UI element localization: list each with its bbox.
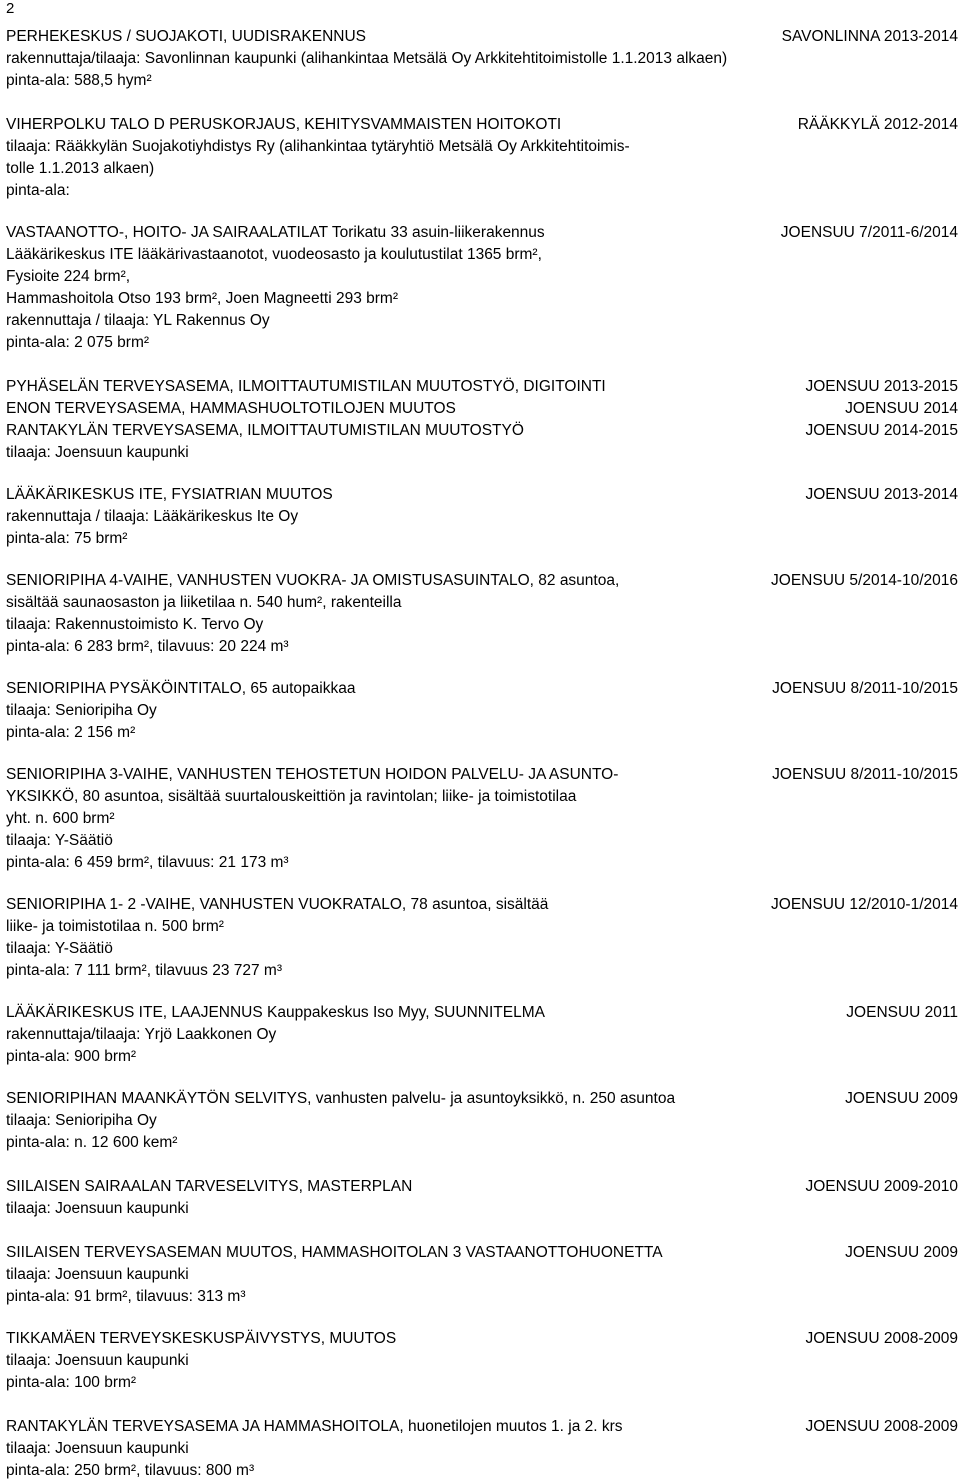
- project-location: JOENSUU 2009-2010: [805, 1178, 958, 1195]
- project-detail-line: [6, 830, 958, 852]
- project-detail-line-text: tilaaja: Y-Säätiö: [6, 832, 113, 849]
- project-detail-line-text: pinta-ala: 588,5 hym²: [6, 72, 152, 89]
- project-detail-line: [6, 1024, 958, 1046]
- project-detail-line-text: tilaaja: Senioripiha Oy: [6, 1112, 157, 1129]
- project-detail-line: [6, 528, 958, 550]
- project-detail-line: [6, 1460, 958, 1482]
- project-title: [6, 420, 958, 442]
- project-title: [6, 764, 958, 786]
- project-detail-line-text: pinta-ala: 900 brm²: [6, 1048, 137, 1065]
- project-title: [6, 894, 958, 916]
- page-number: 2: [6, 0, 15, 17]
- project-detail-line-text: pinta-ala: 7 111 brm², tilavuus 23 727 m³: [6, 962, 282, 979]
- project-detail-line: [6, 332, 958, 354]
- project-location: JOENSUU 5/2014-10/2016: [771, 572, 958, 589]
- project-title-text: TIKKAMÄEN TERVEYSKESKUSPÄIVYSTYS, MUUTOS: [6, 1330, 397, 1347]
- project-detail-line: [6, 786, 958, 808]
- project-location: JOENSUU 2014-2015: [805, 422, 958, 439]
- project-entry: [6, 1176, 958, 1220]
- project-detail-line-text: pinta-ala: 250 brm², tilavuus: 800 m³: [6, 1462, 255, 1479]
- project-detail-line-text: sisältää saunaosaston ja liiketilaa n. 540 hum², rakenteilla: [6, 594, 402, 611]
- project-detail-line-text: rakennuttaja / tilaaja: Lääkärikeskus Ite Oy: [6, 508, 299, 525]
- project-title-text: LÄÄKÄRIKESKUS ITE, LAAJENNUS Kauppakeskus Iso Myy, SUUNNITELMA: [6, 1004, 545, 1021]
- project-detail-line-text: rakennuttaja / tilaaja: YL Rakennus Oy: [6, 312, 270, 329]
- project-detail-line-text: tilaaja: Joensuun kaupunki: [6, 444, 189, 461]
- project-detail-line-text: YKSIKKÖ, 80 asuntoa, sisältää suurtalouskeittiön ja ravintolan; liike- ja toimistotilaa: [6, 788, 577, 805]
- project-title-text: SENIORIPIHA 1- 2 -VAIHE, VANHUSTEN VUOKRATALO, 78 asuntoa, sisältää: [6, 896, 549, 913]
- project-detail-line-text: pinta-ala: 6 283 brm², tilavuus: 20 224 m³: [6, 638, 289, 655]
- project-title-text: SIILAISEN SAIRAALAN TARVESELVITYS, MASTERPLAN: [6, 1178, 413, 1195]
- project-detail-line: [6, 1110, 958, 1132]
- project-detail-line: [6, 636, 958, 658]
- project-detail-line-text: tilaaja: Joensuun kaupunki: [6, 1440, 189, 1457]
- project-detail-line: [6, 960, 958, 982]
- project-detail-line-text: pinta-ala:: [6, 182, 70, 199]
- project-detail-line: [6, 916, 958, 938]
- project-detail-line: [6, 700, 958, 722]
- project-detail-line: [6, 70, 958, 92]
- project-detail-line-text: tolle 1.1.2013 alkaen): [6, 160, 155, 177]
- project-title-text: ENON TERVEYSASEMA, HAMMASHUOLTOTILOJEN MUUTOS: [6, 400, 456, 417]
- project-detail-line: [6, 310, 958, 332]
- project-entry: [6, 26, 958, 92]
- project-location: JOENSUU 2013-2014: [805, 486, 958, 503]
- project-location: JOENSUU 7/2011-6/2014: [780, 224, 958, 241]
- project-detail-line-text: pinta-ala: 2 156 m²: [6, 724, 136, 741]
- project-title: [6, 484, 958, 506]
- project-detail-line-text: liike- ja toimistotilaa n. 500 brm²: [6, 918, 224, 935]
- project-detail-line-text: pinta-ala: 100 brm²: [6, 1374, 137, 1391]
- project-title-text: PERHEKESKUS / SUOJAKOTI, UUDISRAKENNUS: [6, 28, 367, 45]
- project-detail-line: [6, 180, 958, 202]
- project-location: SAVONLINNA 2013-2014: [781, 28, 958, 45]
- project-detail-line-text: Lääkärikeskus ITE lääkärivastaanotot, vuodeosasto ja koulutustilat 1365 brm²,: [6, 246, 542, 263]
- project-detail-line-text: tilaaja: Joensuun kaupunki: [6, 1200, 189, 1217]
- project-title-text: VASTAANOTTO-, HOITO- JA SAIRAALATILAT Torikatu 33 asuin-liikerakennus: [6, 224, 545, 241]
- project-detail-line-text: Hammashoitola Otso 193 brm², Joen Magneetti 293 brm²: [6, 290, 398, 307]
- project-title-text: SENIORIPIHA 4-VAIHE, VANHUSTEN VUOKRA- JA OMISTUSASUINTALO, 82 asuntoa,: [6, 572, 620, 589]
- project-title: [6, 376, 958, 398]
- project-detail-line: [6, 1438, 958, 1460]
- project-detail-line: [6, 1198, 958, 1220]
- project-title-text: SENIORIPIHAN MAANKÄYTÖN SELVITYS, vanhusten palvelu- ja asuntoyksikkö, n. 250 asuntoa: [6, 1090, 676, 1107]
- project-location: JOENSUU 8/2011-10/2015: [772, 766, 958, 783]
- project-detail-line-text: pinta-ala: n. 12 600 kem²: [6, 1134, 178, 1151]
- project-detail-line: [6, 1286, 958, 1308]
- project-title-text: LÄÄKÄRIKESKUS ITE, FYSIATRIAN MUUTOS: [6, 486, 333, 503]
- project-location: JOENSUU 2009: [845, 1090, 958, 1107]
- project-location: RÄÄKKYLÄ 2012-2014: [797, 116, 958, 133]
- project-detail-line-text: pinta-ala: 75 brm²: [6, 530, 128, 547]
- project-location: JOENSUU 2008-2009: [805, 1330, 958, 1347]
- project-entry: [6, 1416, 958, 1482]
- project-detail-line: [6, 938, 958, 960]
- project-title: [6, 678, 958, 700]
- project-title: [6, 1002, 958, 1024]
- project-entry: [6, 570, 958, 658]
- project-title-text: SENIORIPIHA 3-VAIHE, VANHUSTEN TEHOSTETUN HOIDON PALVELU- JA ASUNTO-: [6, 766, 619, 783]
- project-entry: [6, 894, 958, 982]
- project-detail-line-text: rakennuttaja/tilaaja: Yrjö Laakkonen Oy: [6, 1026, 277, 1043]
- project-detail-line: [6, 266, 958, 288]
- project-detail-line: [6, 442, 958, 464]
- project-entry: [6, 114, 958, 202]
- project-title: [6, 222, 958, 244]
- project-title: [6, 398, 958, 420]
- project-detail-line-text: rakennuttaja/tilaaja: Savonlinnan kaupunki (alihankintaa Metsälä Oy Arkkitehtitoimistolle 1.1.2013 alkaen): [6, 50, 728, 67]
- project-detail-line: [6, 1264, 958, 1286]
- project-detail-line: [6, 722, 958, 744]
- project-detail-line-text: tilaaja: Senioripiha Oy: [6, 702, 157, 719]
- project-detail-line: [6, 1132, 958, 1154]
- project-entry: [6, 1002, 958, 1068]
- project-title-text: PYHÄSELÄN TERVEYSASEMA, ILMOITTAUTUMISTILAN MUUTOSTYÖ, DIGITOINTI: [6, 378, 606, 395]
- project-title-text: RANTAKYLÄN TERVEYSASEMA, ILMOITTAUTUMISTILAN MUUTOSTYÖ: [6, 422, 524, 439]
- project-detail-line-text: Fysioite 224 brm²,: [6, 268, 131, 285]
- project-title: [6, 1242, 958, 1264]
- project-location: JOENSUU 2014: [845, 400, 958, 417]
- project-title: [6, 26, 958, 48]
- project-detail-line: [6, 808, 958, 830]
- project-detail-line-text: tilaaja: Joensuun kaupunki: [6, 1266, 189, 1283]
- project-detail-line-text: tilaaja: Y-Säätiö: [6, 940, 113, 957]
- project-entry: [6, 764, 958, 874]
- project-detail-line-text: yht. n. 600 brm²: [6, 810, 115, 827]
- project-location: JOENSUU 2013-2015: [805, 378, 958, 395]
- project-title: [6, 1088, 958, 1110]
- project-title: [6, 1176, 958, 1198]
- project-location: JOENSUU 2008-2009: [805, 1418, 958, 1435]
- project-detail-line: [6, 244, 958, 266]
- project-entry: [6, 484, 958, 550]
- project-title: [6, 114, 958, 136]
- project-entry: [6, 1088, 958, 1154]
- project-detail-line-text: pinta-ala: 2 075 brm²: [6, 334, 150, 351]
- project-detail-line: [6, 614, 958, 636]
- project-entry: [6, 678, 958, 744]
- project-title: [6, 570, 958, 592]
- project-title: [6, 1328, 958, 1350]
- project-detail-line: [6, 1372, 958, 1394]
- project-title: [6, 1416, 958, 1438]
- project-entry: [6, 376, 958, 464]
- project-location: JOENSUU 12/2010-1/2014: [771, 896, 958, 913]
- project-detail-line: [6, 136, 958, 158]
- project-entry: [6, 1242, 958, 1308]
- project-detail-line: [6, 506, 958, 528]
- project-title-text: SIILAISEN TERVEYSASEMAN MUUTOS, HAMMASHOITOLAN 3 VASTAANOTTOHUONETTA: [6, 1244, 663, 1261]
- project-detail-line: [6, 48, 958, 70]
- project-detail-line: [6, 288, 958, 310]
- project-entry: [6, 1328, 958, 1394]
- project-detail-line-text: tilaaja: Rääkkylän Suojakotiyhdistys Ry (alihankintaa tytäryhtiö Metsälä Oy Arkkitehtitoimis-: [6, 138, 630, 155]
- project-title-text: RANTAKYLÄN TERVEYSASEMA JA HAMMASHOITOLA, huonetilojen muutos 1. ja 2. krs: [6, 1418, 623, 1435]
- project-title-text: VIHERPOLKU TALO D PERUSKORJAUS, KEHITYSVAMMAISTEN HOITOKOTI: [6, 116, 562, 133]
- project-detail-line: [6, 158, 958, 180]
- project-detail-line-text: tilaaja: Rakennustoimisto K. Tervo Oy: [6, 616, 264, 633]
- project-detail-line-text: pinta-ala: 91 brm², tilavuus: 313 m³: [6, 1288, 246, 1305]
- project-detail-line: [6, 1350, 958, 1372]
- project-title-text: SENIORIPIHA PYSÄKÖINTITALO, 65 autopaikkaa: [6, 680, 356, 697]
- project-location: JOENSUU 2011: [846, 1004, 958, 1021]
- project-detail-line: [6, 852, 958, 874]
- project-location: JOENSUU 8/2011-10/2015: [772, 680, 958, 697]
- project-detail-line-text: pinta-ala: 6 459 brm², tilavuus: 21 173 m³: [6, 854, 289, 871]
- project-entry: [6, 222, 958, 354]
- project-detail-line: [6, 1046, 958, 1068]
- project-location: JOENSUU 2009: [845, 1244, 958, 1261]
- project-detail-line: [6, 592, 958, 614]
- project-detail-line-text: tilaaja: Joensuun kaupunki: [6, 1352, 189, 1369]
